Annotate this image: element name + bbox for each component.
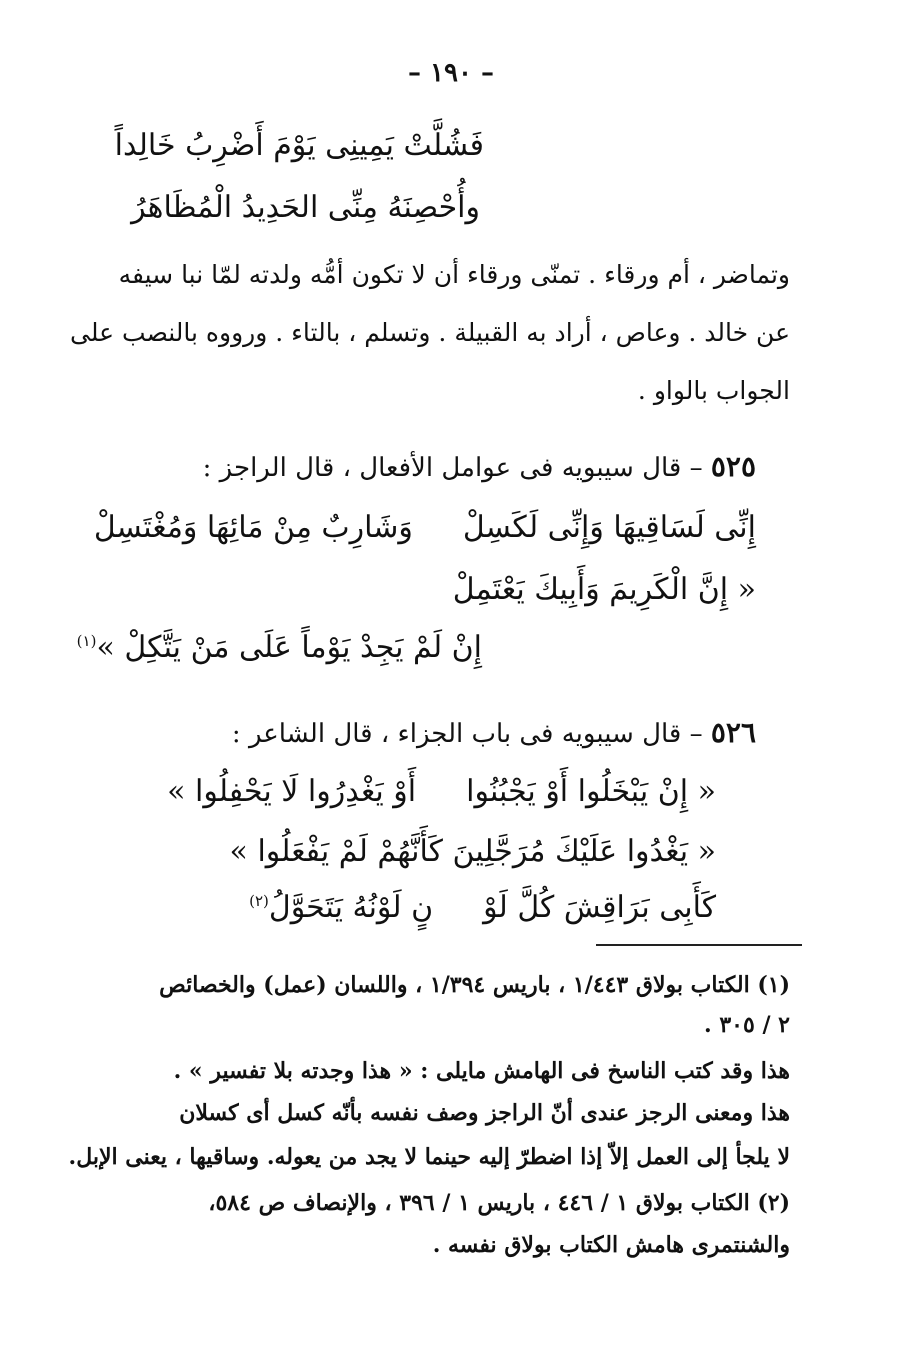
footnote-ref-1: (١) [76,632,97,650]
footnote-1-line5: لا يلجأ إلى العمل إلاّ إذا اضطرّ إليه حينما لا يجد من يعوله. وساقيها ، يعنى الإبل. [68,1144,790,1170]
item-526-verse2: « يَغْدُوا عَلَيْكَ مُرَجَّلِينَ كَأَنَّهُمْ لَمْ يَفْعَلُوا » [229,834,716,869]
item-525-text: – قال سيبويه فى عوامل الأفعال ، قال الراجز : [202,453,703,483]
footnote-1-line4: هذا ومعنى الرجز عندى أنّ الراجز وصف نفسه بأنّه كسل أى كسلان [179,1100,790,1126]
item-525-verse1-first-hemistich: إِنِّى لَسَاقِيهَا وَإِنِّى لَكَسِلْ [462,510,756,545]
item-525-verse2: « إِنَّ الْكَرِيمَ وَأَبِيكَ يَعْتَمِلْ [452,572,756,607]
item-526-verse1-second-hemistich: أَوْ يَغْدِرُوا لَا يَحْفِلُوا » [167,774,417,809]
item-525-verse3 [77,630,482,665]
commentary-line2: عن خالد . وعاص ، أراد به القبيلة . وتسلم ، بالتاء . ورووه بالنصب على [70,318,790,347]
commentary-line1: وتماضر ، أم ورقاء . تمنّى ورقاء أن لا تكون أمُّه ولدته لمّا نبا سيفه [118,260,790,289]
footnote-separator [596,944,802,946]
footnote-1-line3: هذا وقد كتب الناسخ فى الهامش مايلى : « هذا وجدته بلا تفسير » . [173,1058,790,1084]
commentary-line3: الجواب بالواو . [637,376,790,405]
item-525-number: ٥٢٥ [710,450,756,483]
item-525-verse3-text: إِنْ لَمْ يَجِدْ يَوْماً عَلَى مَنْ يَتَّكِلْ » [96,630,482,665]
item-526-verse3 [249,890,716,925]
footnote-2-line2: والشنتمرى هامش الكتاب بولاق نفسه . [432,1232,790,1258]
item-526-text: – قال سيبويه فى باب الجزاء ، قال الشاعر : [231,719,703,749]
item-525-verse1 [94,510,756,545]
item-526-heading [232,716,756,749]
footnote-ref-2: (٢) [249,892,269,910]
item-526-verse1-first-hemistich: « إِنْ يَبْخَلُوا أَوْ يَجْبُنُوا [466,774,716,809]
item-525-verse1-second-hemistich: وَشَارِبٌ مِنْ مَائِهَا وَمُغْتَسِلْ [93,510,413,545]
item-526-verse1 [167,774,716,809]
footnote-1-line1: (١) الكتاب بولاق ١/٤٤٣ ، باريس ١/٣٩٤ ، واللسان (عمل) والخصائص [159,972,790,998]
footnote-1-line2: ٢ / ٣٠٥ . [704,1012,790,1038]
footnote-2-line1: (٢) الكتاب بولاق ١ / ٤٤٦ ، باريس ١ / ٣٩٦ ، والإنصاف ص ٥٨٤، [208,1190,790,1216]
item-526-verse3-first-hemistich: كَأَبِى بَرَاقِشَ كُلَّ لَوْ [483,890,716,925]
item-526-verse3-second-hemistich: نٍ لَوْنُهُ يَتَحَوَّلُ [268,890,434,925]
poem1-line1: فَشُلَّتْ يَمِينِى يَوْمَ أَضْرِبُ خَالِداً [114,128,484,163]
page-number: – ١٩٠ – [407,58,495,88]
poem1-line2: وأُحْصِنَهُ مِنِّى الحَدِيدُ الْمُظَاهَرُ [131,190,480,225]
item-525-heading [203,450,756,483]
item-526-number: ٥٢٦ [710,716,756,749]
